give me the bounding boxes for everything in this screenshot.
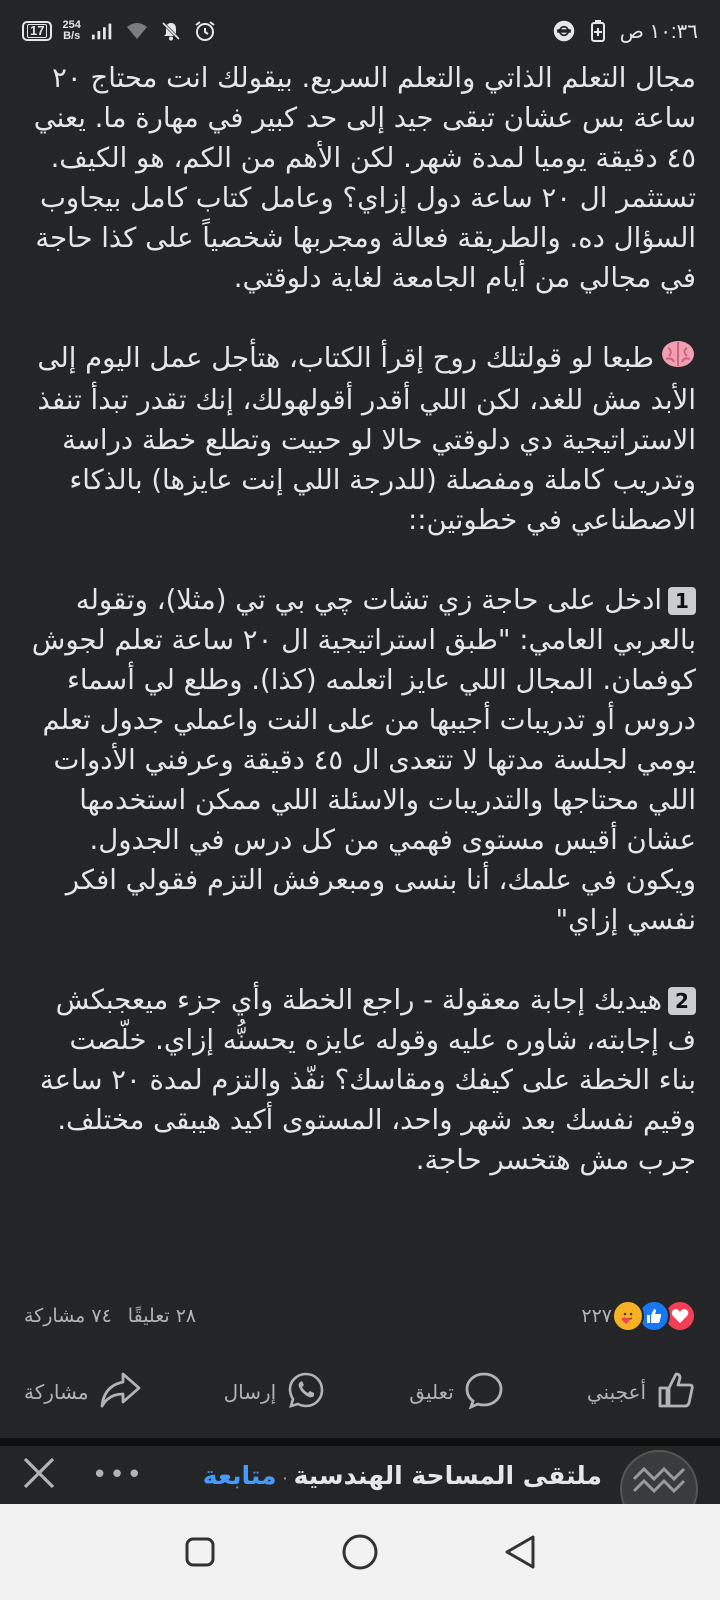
follow-button[interactable]: متابعة: [202, 1460, 277, 1490]
post-paragraph: [26, 338, 696, 540]
page-avatar[interactable]: [620, 1450, 698, 1504]
step-number-badge: 2: [668, 987, 696, 1015]
whatsapp-icon: [286, 1370, 326, 1415]
feed-divider: [0, 1438, 720, 1446]
post-paragraph: مجال التعلم الذاتي والتعلم السريع. بيقولك انت محتاج ٢٠ ساعة بس عشان تبقى جيد إلى حد كبير في مهارة ما. يعني ٤٥ دقيقة يوميا لمدة شهر. لكن الأهم من الكم، هو الكيف. تستثمر ال ٢٠ ساعة دول إزاي؟ وعامل كتاب كامل بيجاوب السؤال ده. والطريقة فعالة ومجربها شخصياً على كذا حاجة في مجالي من أيام الجامعة لغاية دلوقتي.: [33, 62, 696, 294]
step-number-badge: 1: [668, 587, 696, 615]
comments-count[interactable]: ٢٨ تعليقًا: [127, 1305, 197, 1327]
battery-indicator: [22, 21, 52, 41]
recent-apps-button[interactable]: [176, 1528, 224, 1576]
like-label: أعجبني: [586, 1380, 646, 1404]
shares-count[interactable]: ٧٤ مشاركة: [24, 1305, 112, 1327]
status-bar-left: [22, 19, 217, 43]
share-button[interactable]: [24, 1370, 141, 1415]
alarm-icon: [193, 19, 217, 43]
next-post-controls: [22, 1456, 144, 1494]
home-button[interactable]: [336, 1528, 384, 1576]
reaction-count-group[interactable]: [581, 1300, 696, 1332]
next-post-author: [203, 1446, 698, 1504]
reaction-icons: [618, 1300, 696, 1332]
share-arrow-icon: [99, 1370, 141, 1415]
post-step-text: هيديك إجابة معقولة - راجع الخطة وأي جزء ميعجبكش ف إجابته، شاوره عليه وقوله عايزه يحسنُّه إزاي. خلّصت بناء الخطة على كيفك ومقاسك؟ نفّذ والتزم لمدة ٢٠ ساعة وقيم نفسك بعد شهر واحد، المستوى أكيد هيبقى مختلف. جرب مش هتخسر حاجة.: [39, 983, 696, 1176]
app-notification-icon: [552, 19, 576, 43]
wifi-icon: [125, 19, 149, 43]
close-icon[interactable]: [22, 1456, 56, 1494]
status-bar-right: [552, 19, 698, 44]
clock-time: ١٠:٣٦ ص: [619, 20, 698, 43]
post-paragraph-text: طبعا لو قولتلك روح إقرأ الكتاب، هتأجل عمل اليوم إلى الأبد مش للغد، لكن اللي أقدر أقولهولك، إنك تقدر تبدأ تنفذ الاستراتيجية دي دلوقتي حالا لو حبيت وتطلع خطة دراسة وتدريب كاملة ومفصلة (للدرجة اللي إنت عايزها) بالذكاء الاصطناعي في خطوتين::: [37, 342, 696, 536]
comment-button[interactable]: [409, 1370, 504, 1415]
next-post-header: [0, 1446, 720, 1504]
share-label: مشاركة: [24, 1380, 89, 1404]
send-label: إرسال: [223, 1380, 277, 1404]
more-options-icon[interactable]: •••: [92, 1460, 145, 1490]
battery-level: 17: [27, 24, 47, 38]
post-stats: [24, 1305, 196, 1327]
like-button[interactable]: [587, 1370, 696, 1415]
system-navigation-bar: [0, 1504, 720, 1600]
page-name[interactable]: ملتقى المساحة الهندسية: [293, 1460, 602, 1490]
post-actions: [24, 1366, 696, 1418]
network-speed: [62, 20, 80, 42]
send-button[interactable]: [224, 1370, 327, 1415]
post-body: [26, 58, 696, 1180]
post-step-1: [26, 580, 696, 940]
network-speed-unit: B/s: [63, 30, 81, 42]
reaction-count: ٢٢٧: [581, 1305, 612, 1327]
brain-emoji-icon: [660, 339, 696, 380]
separator-dot: ·: [282, 1468, 288, 1488]
thumbs-up-icon: [656, 1370, 696, 1415]
comment-bubble-icon: [464, 1370, 504, 1415]
network-speed-value: 254: [62, 19, 81, 31]
post-step-text: ادخل على حاجة زي تشات چي بي تي (مثلا)، وتقوله بالعربي العامي: "طبق استراتيجية ال ٢٠ ساعة تعلم لجوش كوفمان. المجال اللي عايز اتعلمه (كذا). وطلع لي أسماء دروس أو تدريبات أجيبها من على النت واعملي جدول تعلم يومي لجلسة مدتها لا تتعدى ال ٤٥ دقيقة وعرفني الأدوات اللي محتاجها والتدريبات والاسئلة اللي ممكن استخدمها عشان أقيس مستوى فهمي من كل درس في الجدول. ويكون في علمك، أنا بنسى ومبعرفش التزم فقولي افكر نفسي إزاي": [31, 583, 696, 936]
status-bar: [0, 0, 720, 62]
mute-bell-icon: [159, 19, 183, 43]
post-step-2: [26, 980, 696, 1180]
reactions-summary: [24, 1298, 696, 1334]
battery-saver-icon: [586, 19, 610, 43]
care-icon: [612, 1300, 644, 1332]
comment-label: تعليق: [409, 1380, 454, 1404]
signal-icon: [91, 19, 115, 43]
back-button[interactable]: [496, 1528, 544, 1576]
